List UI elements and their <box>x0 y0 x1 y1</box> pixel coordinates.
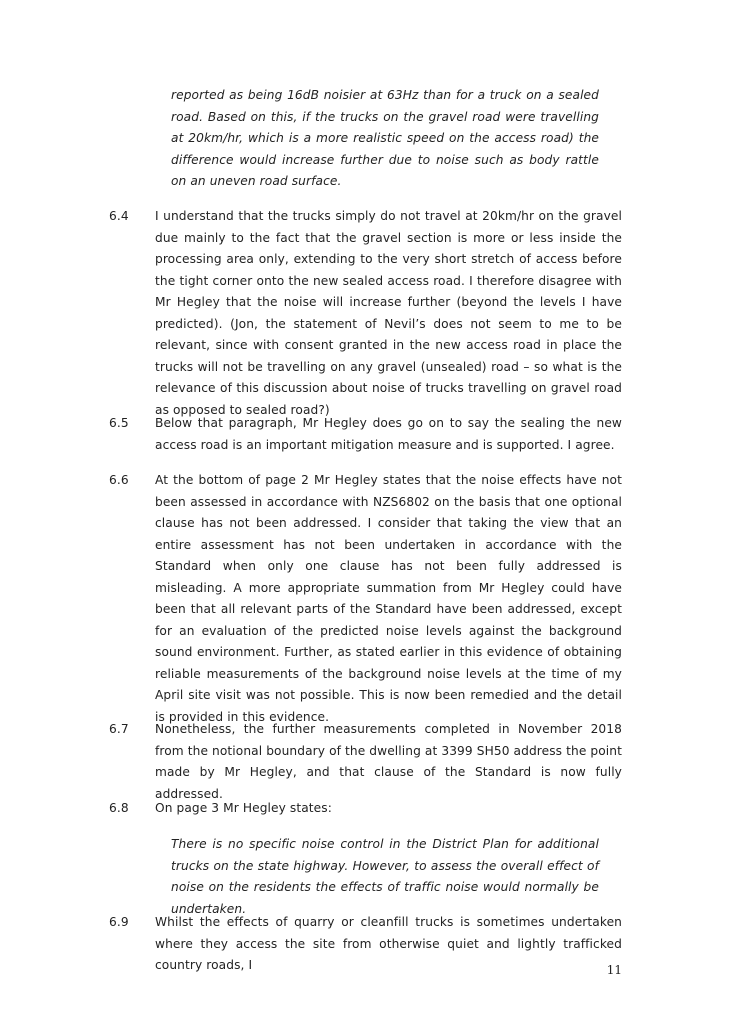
paragraph-6-6 <box>109 470 622 728</box>
paragraph-text: At the bottom of page 2 Mr Hegley states that the noise effects have not been assessed in accordance with NZS6802 on the basis that one optional clause has not been addressed. I consider that taking the view that an entire assessment has not been undertaken in accordance with the Standard when only one clause has not been fully addressed is misleading. A more appropriate summation from Mr Hegley could have been that all relevant parts of the Standard have been addressed, except for an evaluation of the predicted noise levels against the background sound environment. Further, as stated earlier in this evidence of obtaining reliable measurements of the background noise levels at the time of my April site visit was not possible. This is now been remedied and the detail is provided in this evidence. <box>155 473 622 724</box>
top-quote: reported as being 16dB noisier at 63Hz than for a truck on a sealed road. Based on this, if the trucks on the gravel road were travelling at 20km/hr, which is a more realistic speed on the access road) the difference would increase further due to noise such as body rattle on an uneven road surface. <box>171 88 599 188</box>
paragraph-number: 6.7 <box>109 722 129 736</box>
paragraph-number: 6.8 <box>109 801 129 815</box>
paragraph-6-5 <box>109 413 622 456</box>
page-number: 11 <box>606 963 622 977</box>
quote-district-plan: There is no specific noise control in the District Plan for additional trucks on the state highway. However, to assess the overall effect of noise on the residents the effects of traffic noise would normally be undertaken. <box>171 837 599 916</box>
paragraph-number: 6.6 <box>109 473 129 487</box>
paragraph-text: On page 3 Mr Hegley states: <box>155 801 332 815</box>
paragraph-6-9 <box>109 912 622 977</box>
paragraph-6-4 <box>109 206 622 421</box>
paragraph-6-7 <box>109 719 622 805</box>
paragraph-number: 6.9 <box>109 915 129 929</box>
paragraph-number: 6.4 <box>109 209 129 223</box>
paragraph-text: Below that paragraph, Mr Hegley does go on to say the sealing the new access road is an important mitigation measure and is supported. I agree. <box>155 416 622 452</box>
paragraph-text: Whilst the effects of quarry or cleanfill trucks is sometimes undertaken where they access the site from otherwise quiet and lightly trafficked country roads, I <box>155 915 622 972</box>
paragraph-text: Nonetheless, the further measurements completed in November 2018 from the notional boundary of the dwelling at 3399 SH50 address the point made by Mr Hegley, and that clause of the Standard is now fully addressed. <box>155 722 622 801</box>
paragraph-6-8 <box>109 798 622 820</box>
paragraph-number: 6.5 <box>109 416 129 430</box>
paragraph-text: I understand that the trucks simply do not travel at 20km/hr on the gravel due mainly to the fact that the gravel section is more or less inside the processing area only, extending to the very short stretch of access before the tight corner onto the new sealed access road. I therefore disagree with Mr Hegley that the noise will increase further (beyond the levels I have predicted). (Jon, the statement of Nevil’s does not seem to me to be relevant, since with consent granted in the new access road in place the trucks will not be travelling on any gravel (unsealed) road – so what is the relevance of this discussion about noise of trucks travelling on gravel road as opposed to sealed road?) <box>155 209 622 417</box>
